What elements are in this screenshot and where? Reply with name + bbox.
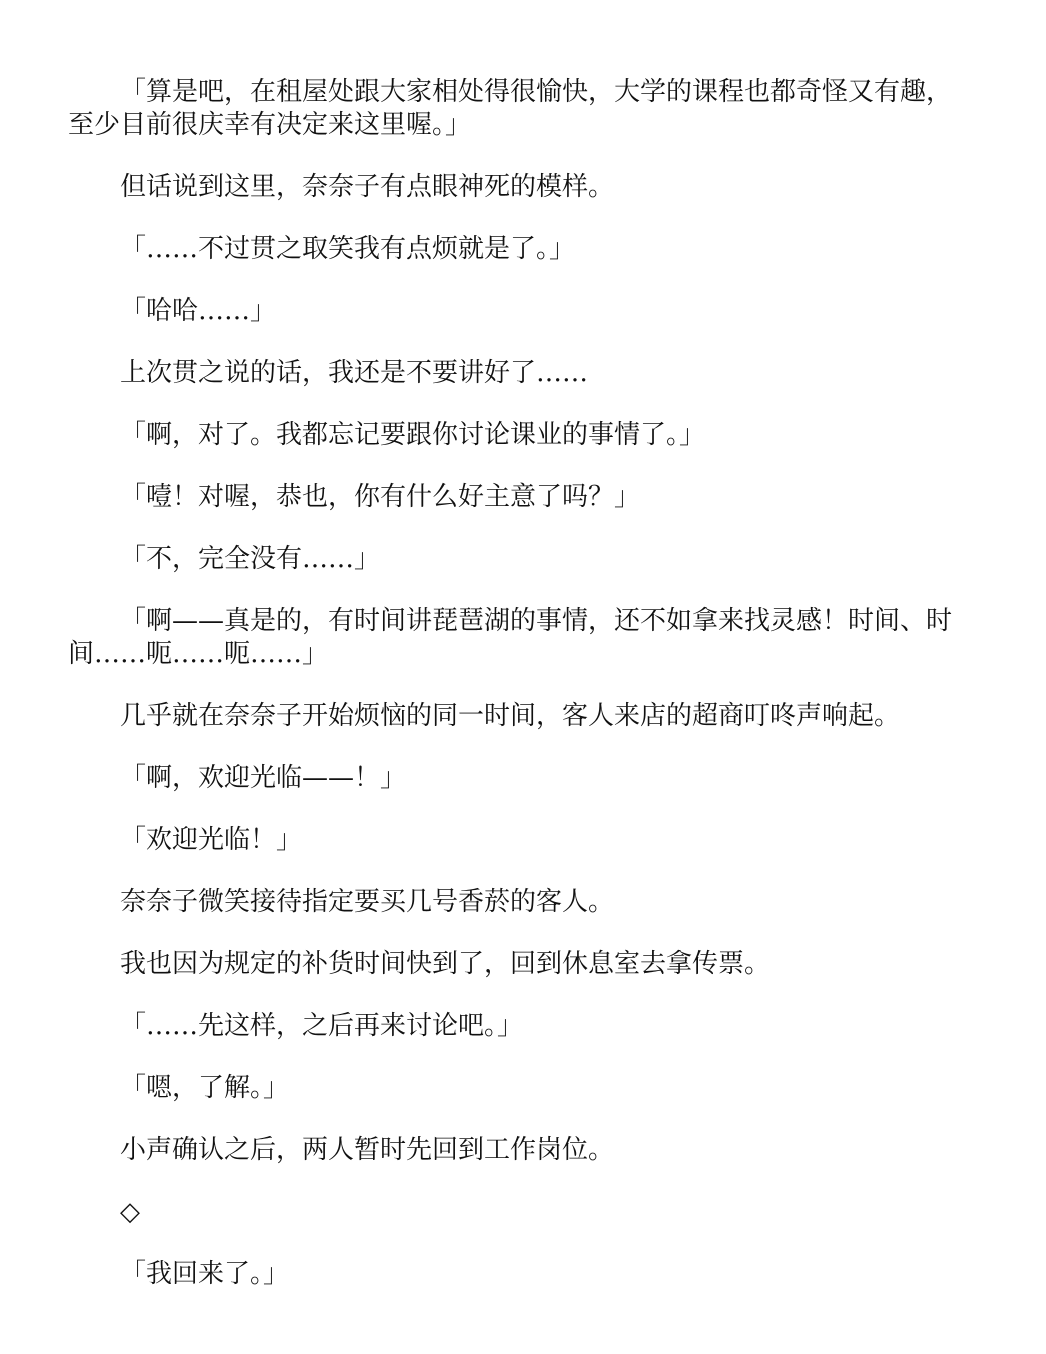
paragraph-3: 「……不过贯之取笑我有点烦就是了。」: [120, 234, 576, 264]
paragraph-5: 上次贯之说的话，我还是不要讲好了……: [120, 358, 589, 388]
scene-break-diamond: ◇: [120, 1197, 140, 1227]
paragraph-12: 「欢迎光临！」: [120, 825, 303, 855]
paragraph-17: 小声确认之后，两人暂时先回到工作岗位。: [120, 1135, 615, 1165]
paragraph-8: 「不，完全没有……」: [120, 544, 381, 574]
paragraph-4: 「哈哈……」: [120, 296, 277, 326]
paragraph-9: 「啊——真是的，有时间讲琵琶湖的事情，还不如拿来找灵感！时间、时间……呃……呃……」: [68, 606, 953, 669]
paragraph-11: 「啊，欢迎光临——！」: [120, 763, 407, 793]
paragraph-6: 「啊，对了。我都忘记要跟你讨论课业的事情了。」: [120, 420, 706, 450]
paragraph-7: 「噎！对喔，恭也，你有什么好主意了吗？」: [120, 482, 641, 512]
paragraph-19: 「我回来了。」: [120, 1259, 290, 1289]
paragraph-10: 几乎就在奈奈子开始烦恼的同一时间，客人来店的超商叮咚声响起。: [120, 701, 901, 731]
paragraph-15: 「……先这样，之后再来讨论吧。」: [120, 1011, 524, 1041]
paragraph-13: 奈奈子微笑接待指定要买几号香菸的客人。: [120, 887, 615, 917]
paragraph-2: 但话说到这里，奈奈子有点眼神死的模样。: [120, 172, 615, 202]
paragraph-14: 我也因为规定的补货时间快到了，回到休息室去拿传票。: [120, 949, 771, 979]
paragraph-16: 「嗯，了解。」: [120, 1073, 290, 1103]
paragraph-1: 「算是吧，在租屋处跟大家相处得很愉快，大学的课程也都奇怪又有趣，至少目前很庆幸有决定来这里喔。」: [68, 77, 953, 140]
